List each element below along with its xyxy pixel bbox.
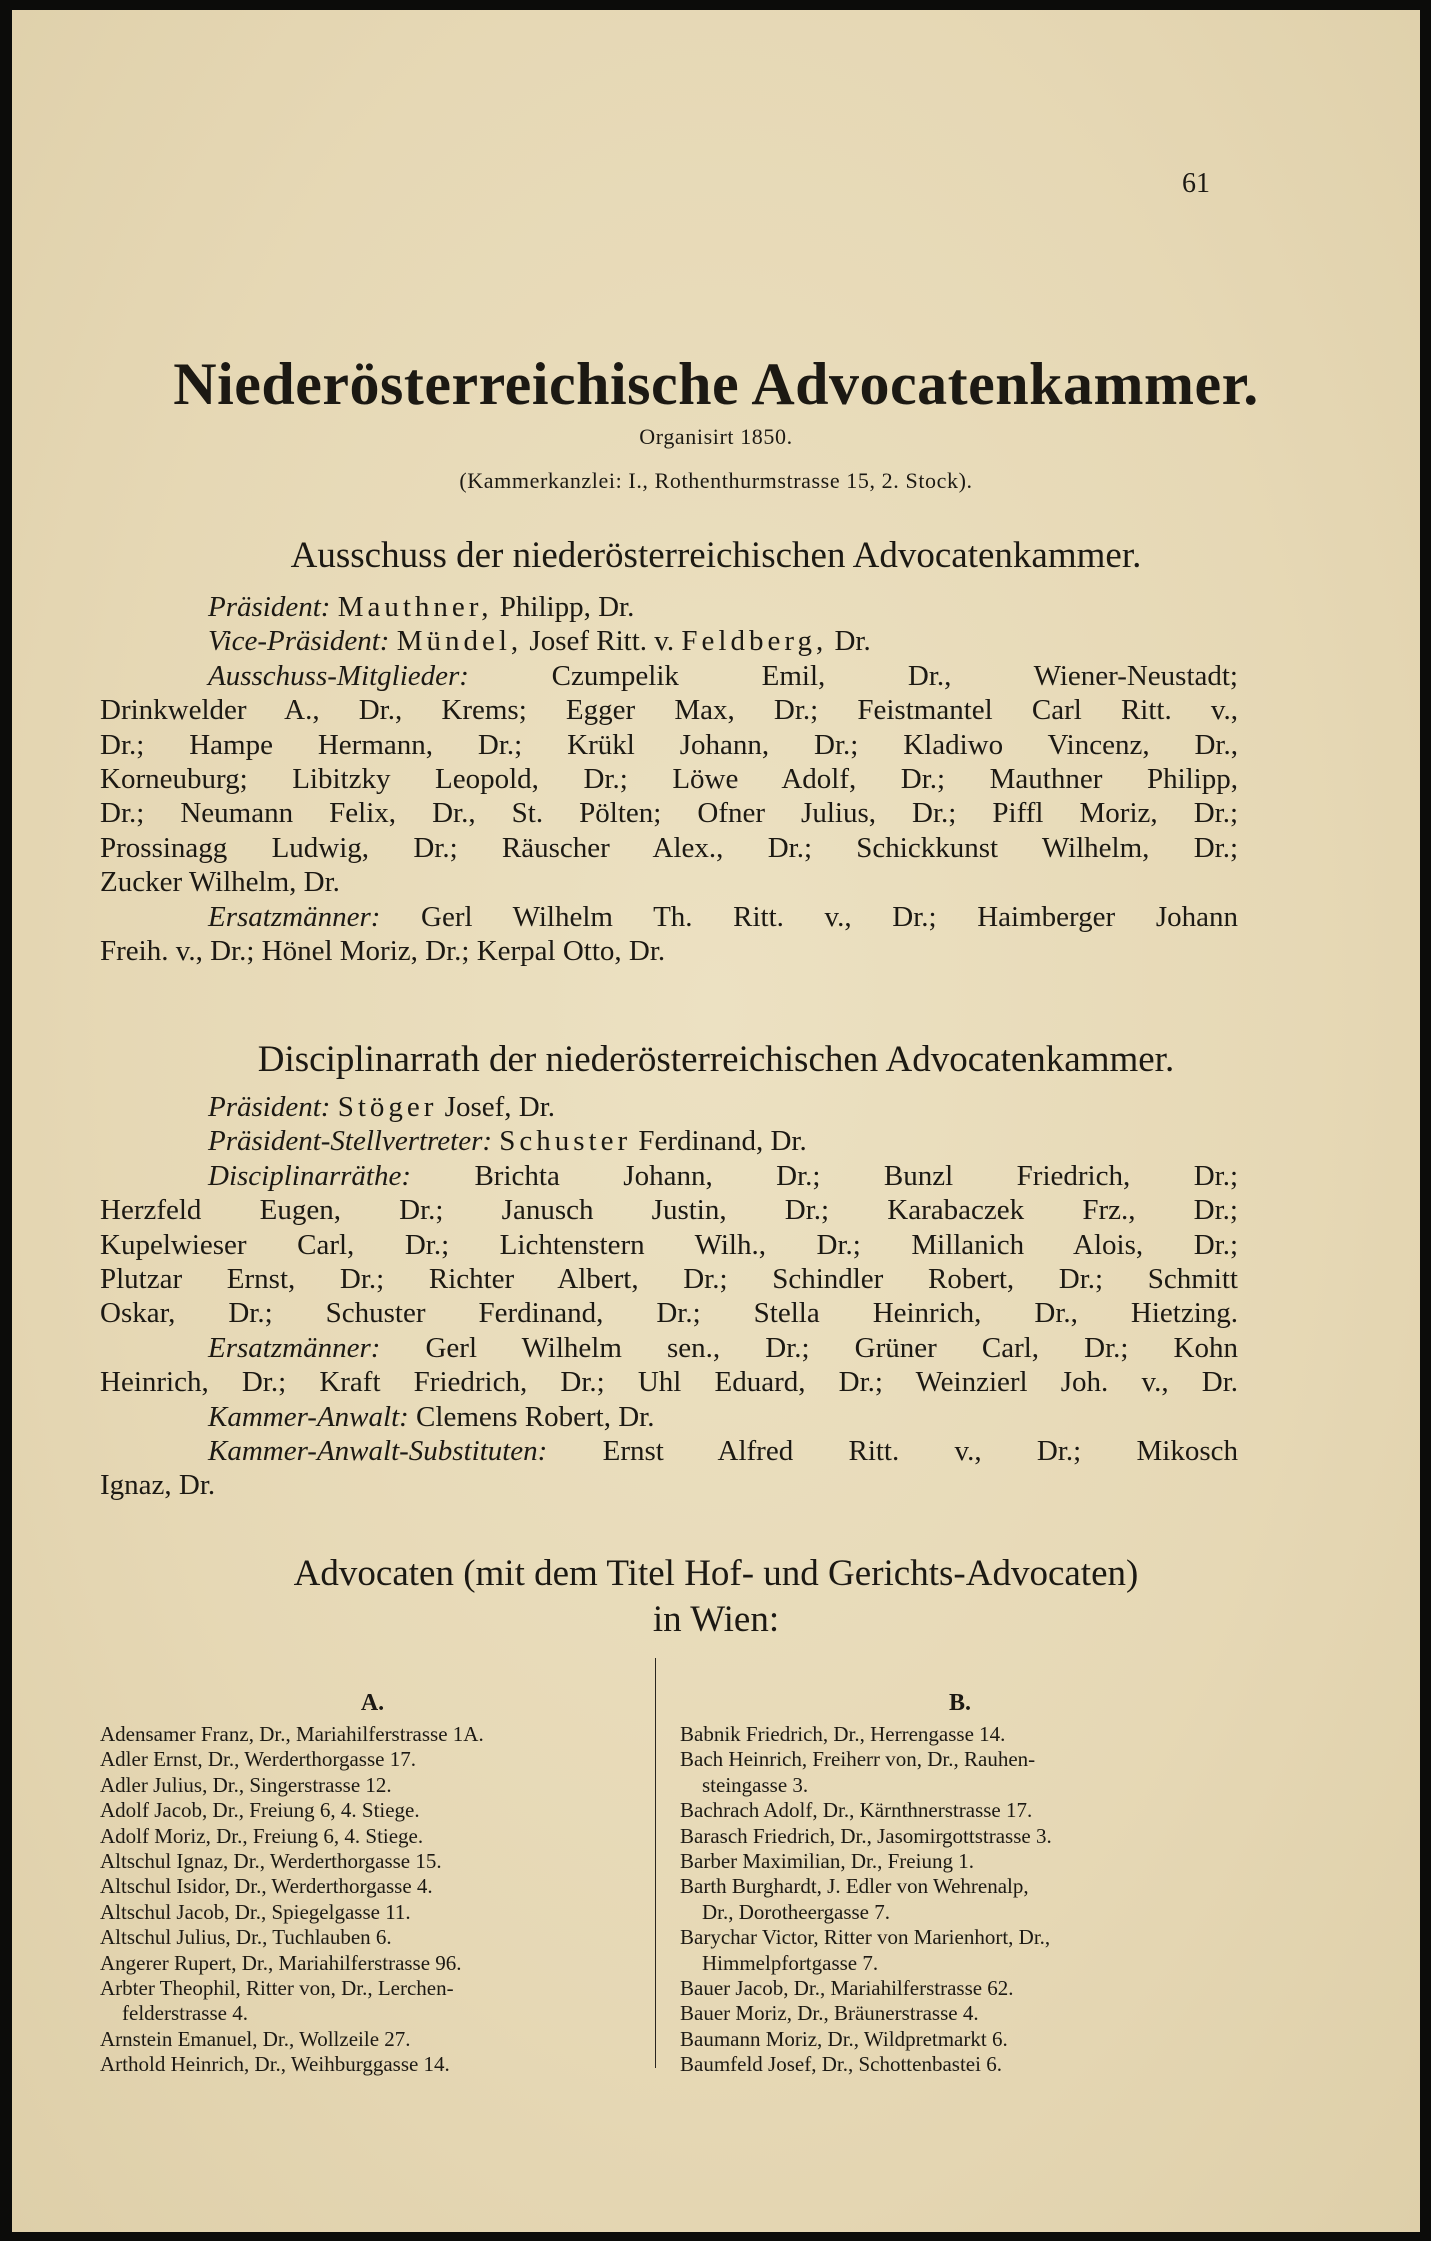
column-a-letter: A. bbox=[360, 1690, 385, 1716]
advocate-entry: Altschul Ignaz, Dr., Werderthorgasse 15. bbox=[100, 1848, 442, 1873]
ausschuss-heading: Ausschuss der niederösterreichischen Advocatenkammer. bbox=[290, 535, 1142, 576]
members-line: Dr.; Hampe Hermann, Dr.; Krükl Johann, Dr.; Kladiwo Vincenz, Dr., bbox=[100, 728, 1238, 761]
members-line: Drinkwelder A., Dr., Krems; Egger Max, Dr.; Feistmantel Carl Ritt. v., bbox=[100, 694, 1238, 727]
advocate-entry: Adler Ernst, Dr., Werderthorgasse 17. bbox=[100, 1747, 416, 1772]
councillors-first bbox=[100, 1159, 1238, 1193]
organised-line: Organisirt 1850. bbox=[639, 424, 793, 449]
advocate-entry: Barber Maximilian, Dr., Freiung 1. bbox=[680, 1848, 974, 1873]
deputy-name: Schuster bbox=[499, 1125, 632, 1158]
advocate-entry: Bach Heinrich, Freiherr von, Dr., Rauhen- bbox=[680, 1747, 1036, 1772]
deputy-label: Präsident-Stellvertreter: bbox=[208, 1125, 493, 1158]
substitutes-last: Freih. v., Dr.; Hönel Moriz, Dr.; Kerpal Otto, Dr. bbox=[100, 934, 666, 967]
attorney-substitutes-last: Ignaz, Dr. bbox=[100, 1469, 216, 1502]
advocate-entry: Baumfeld Josef, Dr., Schottenbastei 6. bbox=[680, 2052, 1002, 2077]
councillors-line: Plutzar Ernst, Dr.; Richter Albert, Dr.; Schindler Robert, Dr.; Schmitt bbox=[100, 1262, 1238, 1295]
advocates-heading-line2: in Wien: bbox=[652, 1599, 780, 1640]
advocates-column-a bbox=[100, 1690, 645, 2077]
substitutes-first-text: Gerl Wilhelm Th. Ritt. v., Dr.; Haimberger Johann bbox=[380, 900, 1238, 933]
advocate-entry-continued: Dr., Dorotheergasse 7. bbox=[702, 1899, 890, 1924]
disc-president-rest: Josef, Dr. bbox=[437, 1091, 556, 1123]
councillors-first-text: Brichta Johann, Dr.; Bunzl Friedrich, Dr.; bbox=[411, 1159, 1238, 1192]
advocate-entry: Bachrach Adolf, Dr., Kärnthnerstrasse 17. bbox=[680, 1798, 1033, 1823]
attorney-substitutes-first bbox=[100, 1434, 1238, 1468]
members-line: Zucker Wilhelm, Dr. bbox=[100, 866, 340, 899]
advocate-entry-continued: steingasse 3. bbox=[702, 1772, 809, 1797]
disciplinar-deputy bbox=[100, 1124, 1238, 1158]
advocate-entry: Barth Burghardt, J. Edler von Wehrenalp, bbox=[680, 1874, 1029, 1899]
president-label: Präsident: bbox=[208, 591, 331, 623]
substitutes-label: Ersatzmänner: bbox=[208, 900, 381, 933]
ausschuss-vice-president bbox=[100, 624, 1238, 658]
members-line: Prossinagg Ludwig, Dr.; Räuscher Alex., Dr.; Schickkunst Wilhelm, Dr.; bbox=[100, 831, 1238, 864]
advocate-entry: Arthold Heinrich, Dr., Weihburggasse 14. bbox=[100, 2052, 450, 2077]
advocate-entry: Bauer Jacob, Dr., Mariahilferstrasse 62. bbox=[680, 1975, 1014, 2000]
disc-substitutes-label: Ersatzmänner: bbox=[208, 1331, 381, 1364]
advocate-entry: Bauer Moriz, Dr., Bräunerstrasse 4. bbox=[680, 2001, 979, 2026]
advocate-entry: Altschul Isidor, Dr., Werderthorgasse 4. bbox=[100, 1874, 433, 1899]
document-page bbox=[12, 10, 1420, 2232]
page-title: Niederösterreichische Advocatenkammer. bbox=[173, 351, 1259, 417]
disc-president-label: Präsident: bbox=[208, 1091, 331, 1123]
disciplinar-heading: Disciplinarrath der niederösterreichischen Advocatenkammer. bbox=[257, 1039, 1175, 1080]
disc-substitutes-first-text: Gerl Wilhelm sen., Dr.; Grüner Carl, Dr.; Kohn bbox=[380, 1331, 1238, 1364]
members-first-text: Czumpelik Emil, Dr., Wiener-Neustadt; bbox=[468, 659, 1238, 692]
vice-president-rest: Dr. bbox=[827, 625, 871, 658]
disc-substitutes-last: Heinrich, Dr.; Kraft Friedrich, Dr.; Uhl Eduard, Dr.; Weinzierl Joh. v., Dr. bbox=[100, 1366, 1238, 1399]
advocate-entry: Altschul Julius, Dr., Tuchlauben 6. bbox=[100, 1925, 392, 1950]
column-divider bbox=[655, 1658, 656, 2068]
advocate-entry: Angerer Rupert, Dr., Mariahilferstrasse 96. bbox=[100, 1950, 462, 1975]
advocate-entry: Adolf Jacob, Dr., Freiung 6, 4. Stiege. bbox=[100, 1798, 420, 1823]
attorney-rest: Clemens Robert, Dr. bbox=[408, 1400, 655, 1433]
advocate-entry: Arnstein Emanuel, Dr., Wollzeile 27. bbox=[100, 2026, 411, 2051]
disc-substitutes-first bbox=[100, 1331, 1238, 1365]
councillors-line: Kupelwieser Carl, Dr.; Lichtenstern Wilh., Dr.; Millanich Alois, Dr.; bbox=[100, 1228, 1238, 1261]
deputy-rest: Ferdinand, Dr. bbox=[631, 1125, 807, 1158]
vice-president-mid: Josef Ritt. v. bbox=[522, 625, 682, 658]
advocate-entry: Adolf Moriz, Dr., Freiung 6, 4. Stiege. bbox=[100, 1823, 424, 1848]
members-line: Korneuburg; Libitzky Leopold, Dr.; Löwe Adolf, Dr.; Mauthner Philipp, bbox=[100, 762, 1238, 795]
members-line: Dr.; Neumann Felix, Dr., St. Pölten; Ofner Julius, Dr.; Piffl Moriz, Dr.; bbox=[100, 797, 1238, 830]
president-rest: Philipp, Dr. bbox=[492, 591, 635, 623]
councillors-line: Oskar, Dr.; Schuster Ferdinand, Dr.; Stella Heinrich, Dr., Hietzing. bbox=[100, 1297, 1238, 1330]
advocates-heading-line1: Advocaten (mit dem Titel Hof- und Gerichts-Advocaten) bbox=[293, 1553, 1139, 1594]
advocate-entry-continued: Himmelpfortgasse 7. bbox=[702, 1950, 879, 1975]
column-b-letter: B. bbox=[948, 1690, 971, 1716]
chamber-attorney bbox=[100, 1400, 1238, 1434]
vice-president-label: Vice-Präsident: bbox=[208, 625, 390, 658]
advocate-entry: Barasch Friedrich, Dr., Jasomirgottstrasse 3. bbox=[680, 1823, 1052, 1848]
ausschuss-substitutes-first bbox=[100, 900, 1238, 934]
vice-president-name2: Feldberg, bbox=[681, 625, 828, 658]
advocate-entry: Arbter Theophil, Ritter von, Dr., Lerchen- bbox=[100, 1975, 454, 2000]
attorney-label: Kammer-Anwalt: bbox=[208, 1400, 409, 1433]
advocate-entry: Adensamer Franz, Dr., Mariahilferstrasse 1A. bbox=[100, 1722, 484, 1746]
ausschuss-president bbox=[100, 590, 1238, 624]
vice-president-name: Mündel, bbox=[396, 625, 523, 658]
advocate-entry: Barychar Victor, Ritter von Marienhort, Dr., bbox=[680, 1925, 1051, 1950]
page-number: 61 bbox=[1182, 168, 1210, 199]
advocate-entry: Baumann Moriz, Dr., Wildpretmarkt 6. bbox=[680, 2026, 1008, 2051]
advocate-entry: Adler Julius, Dr., Singerstrasse 12. bbox=[100, 1772, 392, 1797]
councillors-line: Herzfeld Eugen, Dr.; Janusch Justin, Dr.; Karabaczek Frz., Dr.; bbox=[100, 1194, 1238, 1227]
advocate-entry: Altschul Jacob, Dr., Spiegelgasse 11. bbox=[100, 1899, 411, 1924]
attorney-sub-first-text: Ernst Alfred Ritt. v., Dr.; Mikosch bbox=[547, 1434, 1238, 1467]
advocates-column-b bbox=[680, 1690, 1240, 2077]
ausschuss-members-first bbox=[100, 659, 1238, 693]
chancery-address: (Kammerkanzlei: I., Rothenthurmstrasse 15, 2. Stock). bbox=[459, 468, 973, 493]
advocate-entry: Babnik Friedrich, Dr., Herrengasse 14. bbox=[680, 1722, 1006, 1746]
advocate-entry-continued: felderstrasse 4. bbox=[122, 2001, 248, 2026]
disc-president-name: Stöger bbox=[337, 1091, 438, 1123]
attorney-sub-label: Kammer-Anwalt-Substituten: bbox=[208, 1434, 548, 1467]
president-name: Mauthner, bbox=[337, 591, 493, 623]
councillors-label: Disciplinarräthe: bbox=[208, 1159, 411, 1192]
disciplinar-section bbox=[100, 1090, 1238, 1503]
disciplinar-president bbox=[100, 1090, 1238, 1124]
members-label: Ausschuss-Mitglieder: bbox=[208, 659, 469, 692]
ausschuss-section bbox=[100, 590, 1238, 968]
